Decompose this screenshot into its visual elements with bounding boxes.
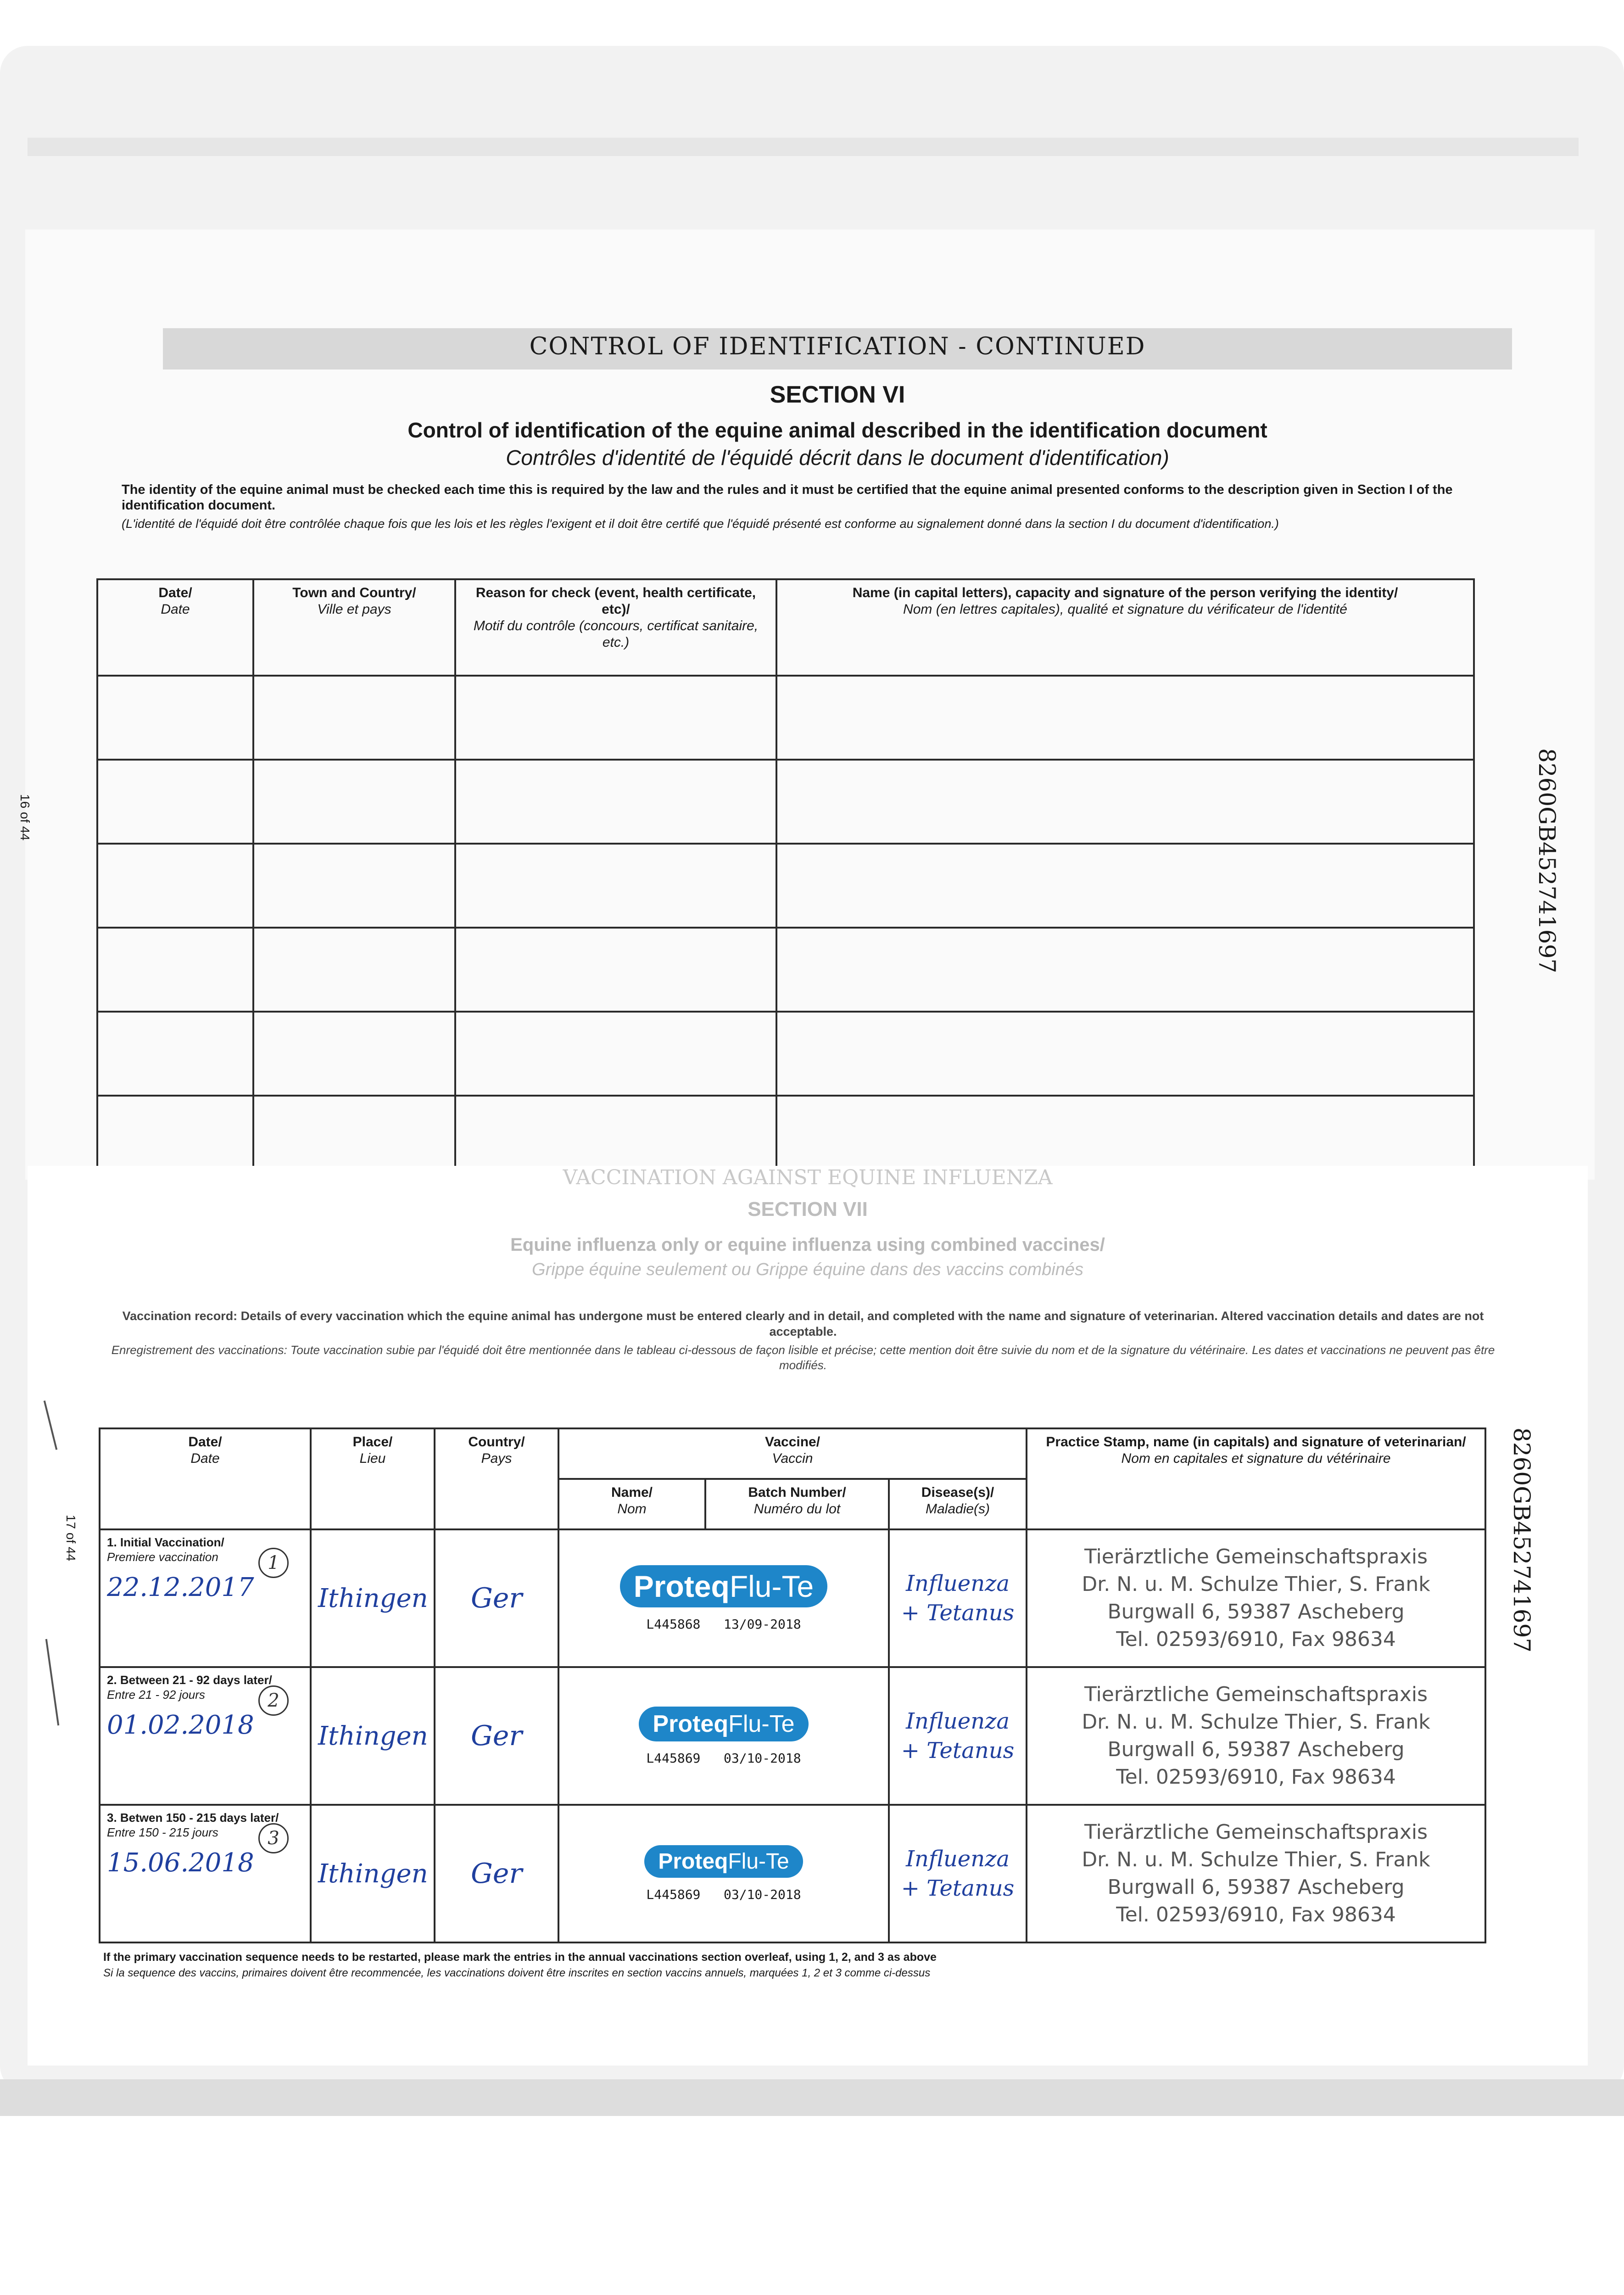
handwritten-country: Ger bbox=[435, 1667, 558, 1805]
stamp-line: Dr. N. u. M. Schulze Thier, S. Frank bbox=[1082, 1848, 1430, 1871]
vaccine-brand: ProteqFlu-Te bbox=[620, 1565, 827, 1607]
bottom-subtitle-en: Equine influenza only or equine influenza using combined vaccines/ bbox=[510, 1235, 1105, 1255]
col-vaccine-name: Name/ Nom bbox=[558, 1479, 705, 1529]
vaccine-label-sticker bbox=[558, 1529, 889, 1667]
sleeve-shadow-bottom bbox=[0, 2079, 1624, 2116]
vaccination-table bbox=[99, 1427, 1486, 1943]
expiry-date: 03/10-2018 bbox=[724, 1887, 801, 1902]
col-stamp: Practice Stamp, name (in capitals) and signature of veterinarian/ Nom en capitales et signature du vétérinaire bbox=[1027, 1428, 1485, 1529]
stamp-line: Dr. N. u. M. Schulze Thier, S. Frank bbox=[1082, 1710, 1430, 1734]
bottom-intro-fr: Enregistrement des vaccinations: Toute vaccination subie par l'équidé doit être mentionnée dans le tableau ci-dessous de façon lisible et précise; cette mention doit être suivie du nom et de la signature du vétérinaire. Les dates et vaccinations ne peuvent pas être modifiés. bbox=[111, 1343, 1495, 1372]
intro-en: The identity of the equine animal must be checked each time this is required by the law and the rules and it must be certified that the equine animal presented conforms to the description given in Section I of the identification document. bbox=[122, 482, 1453, 513]
vaccination-date-cell bbox=[100, 1667, 311, 1805]
handwritten-disease: Influenza + Tetanus bbox=[889, 1529, 1027, 1667]
stamp-line: Tierärztliche Gemeinschaftspraxis bbox=[1084, 1545, 1428, 1568]
table-row bbox=[97, 676, 1474, 760]
practice-stamp bbox=[1027, 1529, 1485, 1667]
top-page bbox=[18, 230, 1595, 1180]
bottom-section-title: SECTION VII bbox=[748, 1198, 868, 1220]
col-vaccine: Vaccine/ Vaccin bbox=[558, 1428, 1027, 1479]
vaccine-label-sticker bbox=[558, 1667, 889, 1805]
vaccine-brand: ProteqFlu-Te bbox=[639, 1707, 808, 1741]
row-label-fr: Entre 150 - 215 jours bbox=[107, 1825, 218, 1839]
stamp-line: Dr. N. u. M. Schulze Thier, S. Frank bbox=[1082, 1573, 1430, 1596]
stamp-line: Tel. 02593/6910, Fax 98634 bbox=[1116, 1903, 1396, 1926]
stamp-line: Tierärztliche Gemeinschaftspraxis bbox=[1084, 1820, 1428, 1844]
table-row bbox=[100, 1667, 1485, 1805]
table-row bbox=[97, 844, 1474, 928]
practice-stamp bbox=[1027, 1667, 1485, 1805]
footnote-en: If the primary vaccination sequence needs to be restarted, please mark the entries in the annual vaccinations section overleaf, using 1, 2, and 3 as above bbox=[103, 1951, 937, 1964]
col-batch: Batch Number/ Numéro du lot bbox=[705, 1479, 889, 1529]
table-row bbox=[97, 1012, 1474, 1096]
stamp-line: Tel. 02593/6910, Fax 98634 bbox=[1116, 1765, 1396, 1789]
stamp-line: Tel. 02593/6910, Fax 98634 bbox=[1116, 1628, 1396, 1651]
table-row bbox=[97, 760, 1474, 844]
bottom-header-title: VACCINATION AGAINST EQUINE INFLUENZA bbox=[563, 1166, 1053, 1189]
subtitle-en: Control of identification of the equine animal described in the identification document bbox=[407, 418, 1267, 442]
table-row bbox=[100, 1805, 1485, 1942]
expiry-date: 03/10-2018 bbox=[724, 1750, 801, 1766]
sequence-number: 1 bbox=[258, 1548, 289, 1578]
table-row bbox=[100, 1529, 1485, 1667]
lot-number: L445869 bbox=[646, 1750, 701, 1766]
handwritten-country: Ger bbox=[435, 1805, 558, 1942]
handwritten-disease: Influenza + Tetanus bbox=[889, 1805, 1027, 1942]
col-town: Town and Country/ Ville et pays bbox=[253, 579, 455, 676]
col-date: Date/ Date bbox=[100, 1428, 311, 1529]
section-title: SECTION VI bbox=[770, 381, 905, 408]
handwritten-place: Ithingen bbox=[311, 1529, 435, 1667]
bottom-page bbox=[28, 1166, 1588, 2066]
col-disease: Disease(s)/ Maladie(s) bbox=[889, 1479, 1027, 1529]
page-number-bottom: 17 of 44 bbox=[64, 1515, 78, 1562]
stamp-line: Tierärztliche Gemeinschaftspraxis bbox=[1084, 1683, 1428, 1706]
handwritten-disease: Influenza + Tetanus bbox=[889, 1667, 1027, 1805]
footnote-fr: Si la sequence des vaccins, primaires doivent être recommencée, les vaccinations doivent être inscrites en section vaccins annuels, marquées 1, 2 et 3 comme ci-dessus bbox=[103, 1967, 931, 1979]
sequence-number: 2 bbox=[258, 1685, 289, 1716]
row-label-en: 1. Initial Vaccination/ bbox=[107, 1535, 224, 1549]
vaccine-brand: ProteqFlu-Te bbox=[644, 1845, 803, 1878]
sequence-number: 3 bbox=[258, 1823, 289, 1853]
handwritten-place: Ithingen bbox=[311, 1667, 435, 1805]
row-label-fr: Entre 21 - 92 jours bbox=[107, 1688, 205, 1702]
vaccine-label-sticker bbox=[558, 1805, 889, 1942]
row-label-fr: Premiere vaccination bbox=[107, 1550, 218, 1564]
col-date: Date/ Date bbox=[97, 579, 253, 676]
side-id-bottom: 8260GB452741697 bbox=[1508, 1427, 1535, 1653]
bottom-subtitle-fr: Grippe équine seulement ou Grippe équine dans des vaccins combinés bbox=[532, 1260, 1083, 1279]
subtitle-fr: Contrôles d'identité de l'équidé décrit dans le document d'identification) bbox=[506, 446, 1169, 470]
page-number-top: 16 of 44 bbox=[18, 794, 32, 841]
lot-number: L445869 bbox=[646, 1887, 701, 1902]
vaccination-header-row bbox=[100, 1428, 1485, 1479]
header-title: CONTROL OF IDENTIFICATION - CONTINUED bbox=[529, 333, 1146, 360]
identification-table bbox=[96, 578, 1475, 1181]
col-place: Place/ Lieu bbox=[311, 1428, 435, 1529]
practice-stamp bbox=[1027, 1805, 1485, 1942]
stamp-line: Burgwall 6, 59387 Ascheberg bbox=[1107, 1600, 1405, 1623]
vaccination-date-cell bbox=[100, 1529, 311, 1667]
col-verifier: Name (in capital letters), capacity and signature of the person verifying the identity/ Nom (en lettres capitales), qualité et signature du vérificateur de l'identité bbox=[776, 579, 1474, 676]
handwritten-date: 22.12.2017 bbox=[107, 1573, 254, 1602]
sleeve-shadow-top bbox=[28, 138, 1579, 156]
table-row bbox=[97, 928, 1474, 1012]
row-label-en: 3. Betwen 150 - 215 days later/ bbox=[107, 1811, 279, 1825]
col-reason: Reason for check (event, health certificate, etc)/ Motif du contrôle (concours, certificat sanitaire, etc.) bbox=[455, 579, 776, 676]
expiry-date: 13/09-2018 bbox=[724, 1616, 801, 1632]
handwritten-country: Ger bbox=[435, 1529, 558, 1667]
lot-number: L445868 bbox=[646, 1616, 701, 1632]
side-id-top: 8260GB452741697 bbox=[1534, 748, 1560, 974]
handwritten-place: Ithingen bbox=[311, 1805, 435, 1942]
identification-header-row bbox=[97, 579, 1474, 676]
handwritten-date: 01.02.2018 bbox=[107, 1710, 254, 1740]
stamp-line: Burgwall 6, 59387 Ascheberg bbox=[1107, 1875, 1405, 1899]
row-label-en: 2. Between 21 - 92 days later/ bbox=[107, 1673, 272, 1687]
vaccination-date-cell bbox=[100, 1805, 311, 1942]
intro-fr: (L'identité de l'équidé doit être contrôlée chaque fois que les lois et les règles l'exigent et il doit être certifé que l'équidé présenté est conforme au signalement donné dans la section I du document d'identification.) bbox=[122, 517, 1279, 531]
bottom-intro-en: Vaccination record: Details of every vaccination which the equine animal has undergone must be entered clearly and in detail, and completed with the name and signature of veterinarian. Altered vaccination details and dates are not acceptable. bbox=[122, 1309, 1484, 1338]
stamp-line: Burgwall 6, 59387 Ascheberg bbox=[1107, 1738, 1405, 1761]
handwritten-date: 15.06.2018 bbox=[107, 1848, 254, 1878]
col-country: Country/ Pays bbox=[435, 1428, 558, 1529]
